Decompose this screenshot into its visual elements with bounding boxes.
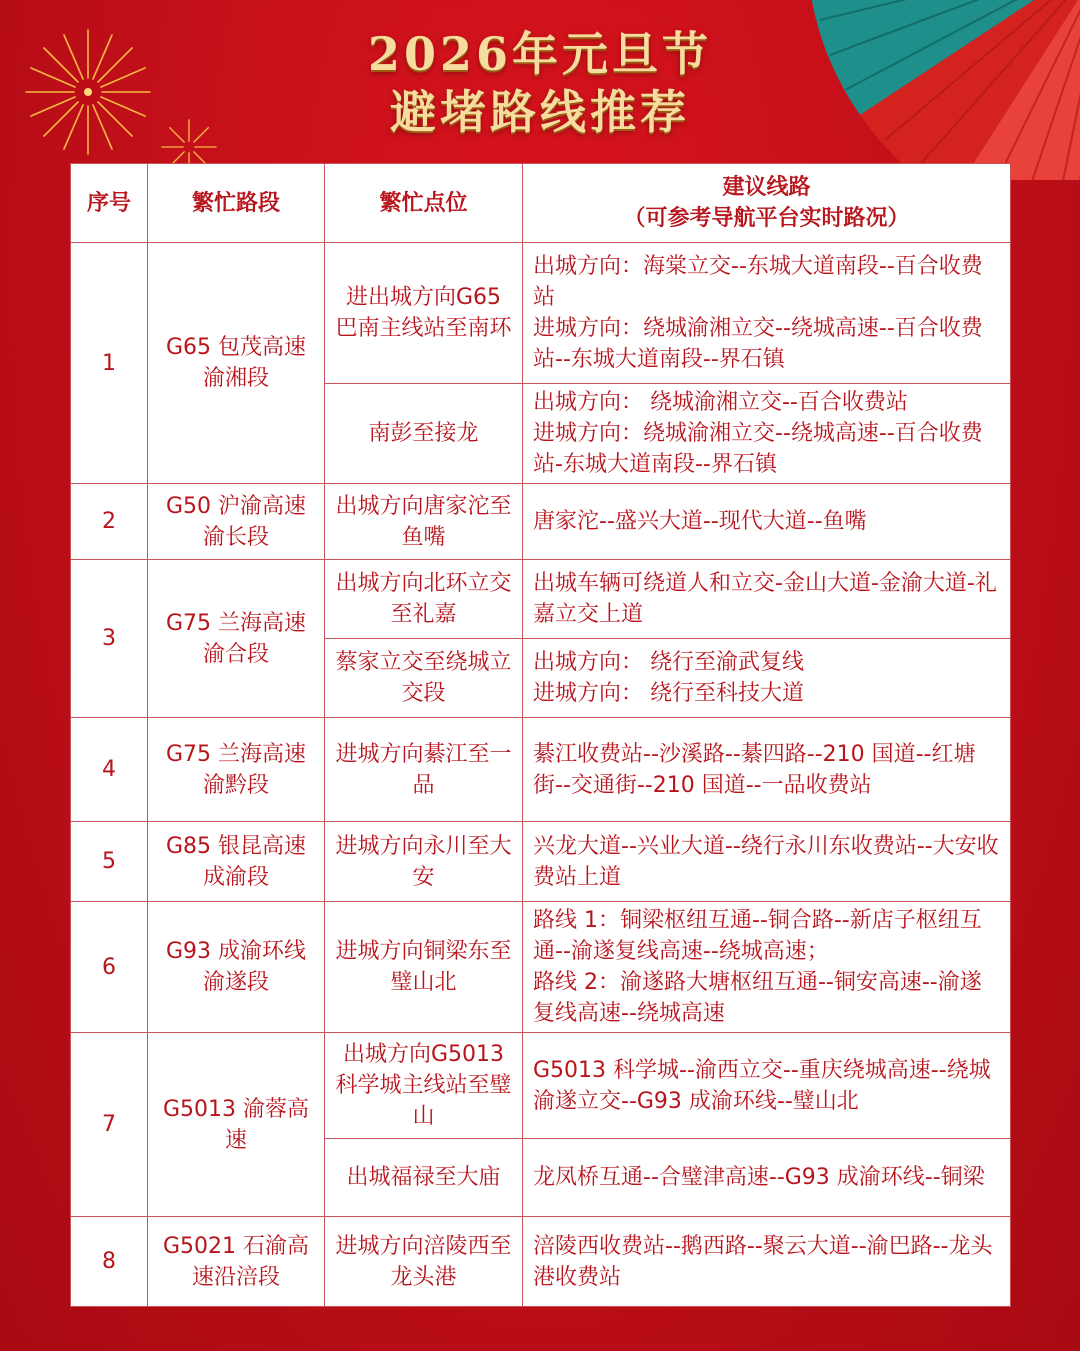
row-index: 7	[71, 1033, 148, 1217]
route-line: G5013 科学城--渝西立交--重庆绕城高速--绕城渝遂立交--G93 成渝环线--璧山北	[533, 1057, 991, 1114]
row-segment: G65 包茂高速渝湘段	[148, 243, 325, 484]
route-line: 出城方向： 绕城渝湘立交--百合收费站	[533, 390, 908, 415]
row-segment: G75 兰海高速渝合段	[148, 560, 325, 718]
row-route	[523, 822, 1011, 902]
route-line: 路线 1：铜梁枢纽互通--铜合路--新店子枢纽互通--渝遂复线高速--绕城高速；	[533, 908, 982, 964]
row-route	[523, 1217, 1011, 1307]
page-title: 2026年元旦节	[367, 27, 713, 81]
row-route	[523, 384, 1011, 484]
row-index: 2	[71, 484, 148, 560]
route-line: 出城车辆可绕道人和立交-金山大道-金渝大道-礼嘉立交上道	[533, 571, 997, 627]
table-row	[71, 902, 1011, 1033]
row-spot: 进城方向涪陵西至龙头港	[325, 1217, 523, 1307]
row-spot: 南彭至接龙	[325, 384, 523, 484]
row-route	[523, 718, 1011, 822]
row-spot: 进出城方向G65 巴南主线站至南环	[325, 243, 523, 384]
row-index: 6	[71, 902, 148, 1033]
row-spot: 进城方向铜梁东至璧山北	[325, 902, 523, 1033]
route-line: 进城方向： 绕行至科技大道	[533, 681, 804, 706]
header-segment: 繁忙路段	[148, 164, 325, 243]
header-route-title: 建议线路	[722, 175, 811, 200]
row-route	[523, 902, 1011, 1033]
header-spot: 繁忙点位	[325, 164, 523, 243]
row-spot: 进城方向永川至大安	[325, 822, 523, 902]
table-row	[71, 1217, 1011, 1307]
route-line: 出城方向：海棠立交--东城大道南段--百合收费站	[533, 254, 983, 310]
row-spot: 出城方向G5013 科学城主线站至璧山	[325, 1033, 523, 1139]
row-spot: 出城方向唐家沱至鱼嘴	[325, 484, 523, 560]
table-row	[71, 822, 1011, 902]
row-route	[523, 1033, 1011, 1139]
table-row	[71, 560, 1011, 639]
row-segment: G85 银昆高速成渝段	[148, 822, 325, 902]
row-segment: G50 沪渝高速渝长段	[148, 484, 325, 560]
row-segment: G5013 渝蓉高速	[148, 1033, 325, 1217]
table-row	[71, 484, 1011, 560]
route-line: 出城方向： 绕行至渝武复线	[533, 650, 804, 675]
header-index: 序号	[71, 164, 148, 243]
route-line: 兴龙大道--兴业大道--绕行永川东收费站--大安收费站上道	[533, 833, 999, 890]
table-row	[71, 243, 1011, 384]
route-table	[70, 163, 1011, 1307]
table-header-row	[71, 164, 1011, 243]
row-route	[523, 484, 1011, 560]
row-index: 4	[71, 718, 148, 822]
route-line: 进城方向：绕城渝湘立交--绕城高速--百合收费站--东城大道南段--界石镇	[533, 316, 983, 372]
row-segment: G93 成渝环线渝遂段	[148, 902, 325, 1033]
row-route	[523, 560, 1011, 639]
header-route-note: （可参考导航平台实时路况）	[623, 206, 910, 231]
header-route	[523, 164, 1011, 243]
row-spot: 蔡家立交至绕城立交段	[325, 639, 523, 718]
route-line: 涪陵西收费站--鹅西路--聚云大道--渝巴路--龙头港收费站	[533, 1233, 993, 1290]
row-segment: G75 兰海高速渝黔段	[148, 718, 325, 822]
route-line: 龙凤桥互通--合璧津高速--G93 成渝环线--铜梁	[533, 1165, 985, 1190]
route-line: 綦江收费站--沙溪路--綦四路--210 国道--红塘街--交通街--210 国道--一品收费站	[533, 741, 976, 798]
row-index: 1	[71, 243, 148, 484]
row-spot: 进城方向綦江至一品	[325, 718, 523, 822]
row-index: 8	[71, 1217, 148, 1307]
table-row	[71, 1033, 1011, 1139]
row-route	[523, 1139, 1011, 1217]
row-index: 3	[71, 560, 148, 718]
route-line: 路线 2：渝遂路大塘枢纽互通--铜安高速--渝遂复线高速--绕城高速	[533, 970, 982, 1026]
row-spot: 出城福禄至大庙	[325, 1139, 523, 1217]
route-line: 唐家沱--盛兴大道--现代大道--鱼嘴	[533, 509, 867, 534]
row-route	[523, 243, 1011, 384]
page-subtitle: 避堵路线推荐	[390, 85, 690, 139]
row-segment: G5021 石渝高速沿涪段	[148, 1217, 325, 1307]
row-route	[523, 639, 1011, 718]
table-row	[71, 718, 1011, 822]
row-spot: 出城方向北环立交至礼嘉	[325, 560, 523, 639]
route-line: 进城方向：绕城渝湘立交--绕城高速--百合收费站-东城大道南段--界石镇	[533, 421, 983, 477]
row-index: 5	[71, 822, 148, 902]
